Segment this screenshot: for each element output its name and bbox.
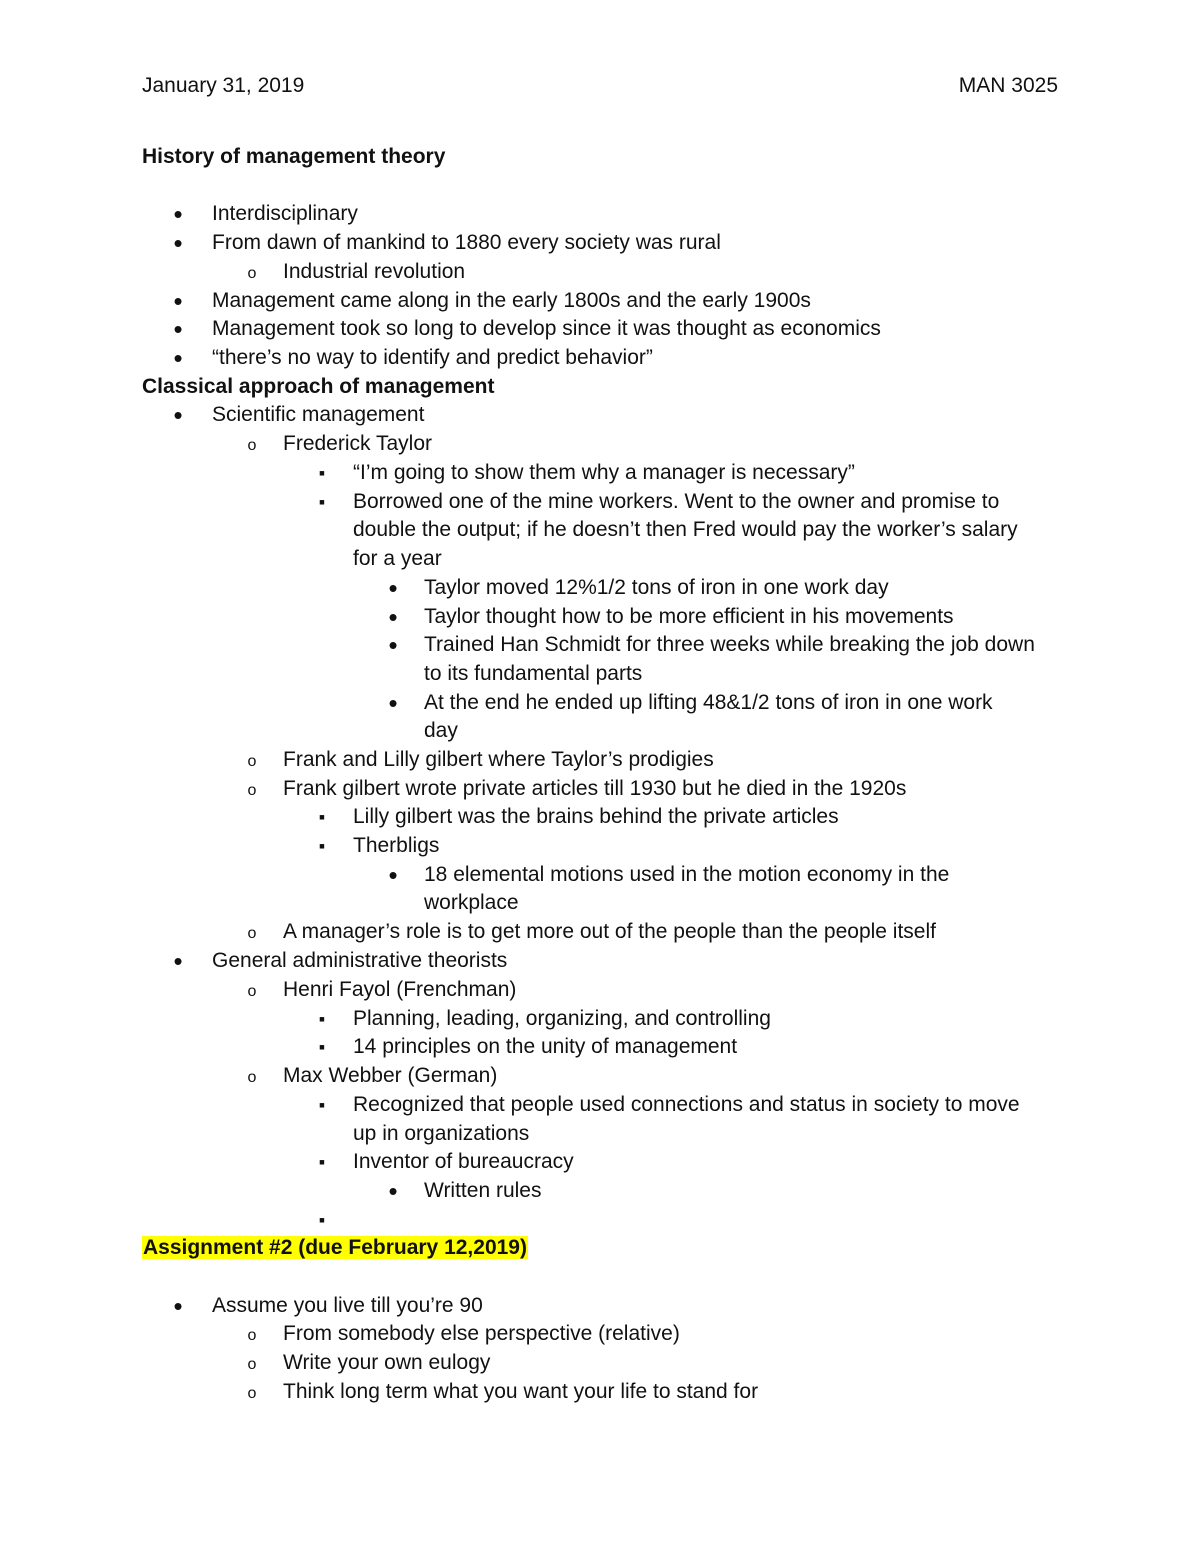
list-item-continuation: double the output; if he doesn’t then Fred would pay the worker’s salary [353,518,1018,541]
list-item: Frank gilbert wrote private articles till 1930 but he died in the 1920s [283,777,907,800]
list-item: Trained Han Schmidt for three weeks while breaking the job down [424,633,1035,656]
list-item-continuation: day [424,719,458,742]
disc-bullet-icon [167,1292,189,1323]
list-item: Max Webber (German) [283,1064,498,1087]
list-item: Therbligs [353,834,440,857]
list-item: At the end he ended up lifting 48&1/2 tons of iron in one work [424,691,993,714]
circle-bullet-icon [241,746,263,776]
disc-bullet-icon [382,689,404,720]
square-bullet-icon [311,459,333,487]
circle-bullet-icon [241,430,263,460]
disc-bullet-icon [167,200,189,231]
list-item: Frederick Taylor [283,432,432,455]
header-date: January 31, 2019 [142,74,305,97]
square-bullet-icon [311,1033,333,1061]
list-item: Think long term what you want your life to stand for [283,1380,759,1403]
list-item: Scientific management [212,403,425,426]
circle-bullet-icon [241,918,263,948]
list-item: Recognized that people used connections and status in society to move [353,1093,1020,1116]
circle-bullet-icon [241,1349,263,1379]
list-item-continuation: workplace [424,891,519,914]
disc-bullet-icon [167,344,189,375]
list-item: Assume you live till you’re 90 [212,1294,483,1317]
list-item: Interdisciplinary [212,202,358,225]
square-bullet-icon [311,832,333,860]
highlighted-text: Assignment #2 (due February 12,2019) [143,1236,527,1259]
disc-bullet-icon [382,631,404,662]
circle-bullet-icon [241,258,263,288]
circle-bullet-icon [241,1062,263,1092]
list-item: Write your own eulogy [283,1351,491,1374]
list-item: General administrative theorists [212,949,508,972]
circle-bullet-icon [241,1378,263,1408]
square-bullet-icon [311,1206,333,1234]
list-item: Borrowed one of the mine workers. Went to the owner and promise to [353,490,1000,513]
disc-bullet-icon [382,861,404,892]
circle-bullet-icon [241,976,263,1006]
assignment-heading [142,1234,528,1262]
disc-bullet-icon [382,1177,404,1208]
list-item: Industrial revolution [283,260,466,283]
list-item: Management came along in the early 1800s and the early 1900s [212,289,811,312]
square-bullet-icon [311,803,333,831]
list-item: “there’s no way to identify and predict behavior” [212,346,653,369]
disc-bullet-icon [167,401,189,432]
list-item: Inventor of bureaucracy [353,1150,574,1173]
list-item: Taylor thought how to be more efficient in his movements [424,605,954,628]
list-item: Henri Fayol (Frenchman) [283,978,517,1001]
circle-bullet-icon [241,1320,263,1350]
list-item: Written rules [424,1179,542,1202]
list-item-continuation: to its fundamental parts [424,662,643,685]
list-item: A manager’s role is to get more out of the people than the people itself [283,920,936,943]
list-item: 18 elemental motions used in the motion economy in the [424,863,950,886]
header-course: MAN 3025 [958,74,1058,97]
list-item-continuation: up in organizations [353,1122,530,1145]
list-item: From dawn of mankind to 1880 every society was rural [212,231,721,254]
disc-bullet-icon [167,229,189,260]
disc-bullet-icon [382,574,404,605]
circle-bullet-icon [241,775,263,805]
section-heading-classical: Classical approach of management [142,375,495,398]
list-item: “I’m going to show them why a manager is necessary” [353,461,855,484]
list-item: Management took so long to develop since it was thought as economics [212,317,881,340]
square-bullet-icon [311,488,333,516]
list-item: Frank and Lilly gilbert where Taylor’s prodigies [283,748,714,771]
page-title: History of management theory [142,145,446,168]
list-item: From somebody else perspective (relative) [283,1322,680,1345]
list-item: Taylor moved 12%1/2 tons of iron in one work day [424,576,889,599]
square-bullet-icon [311,1091,333,1119]
square-bullet-icon [311,1148,333,1176]
list-item: 14 principles on the unity of management [353,1035,738,1058]
square-bullet-icon [311,1005,333,1033]
disc-bullet-icon [167,947,189,978]
list-item: Planning, leading, organizing, and controlling [353,1007,771,1030]
disc-bullet-icon [167,315,189,346]
list-item: Lilly gilbert was the brains behind the private articles [353,805,839,828]
list-item-continuation: for a year [353,547,442,570]
